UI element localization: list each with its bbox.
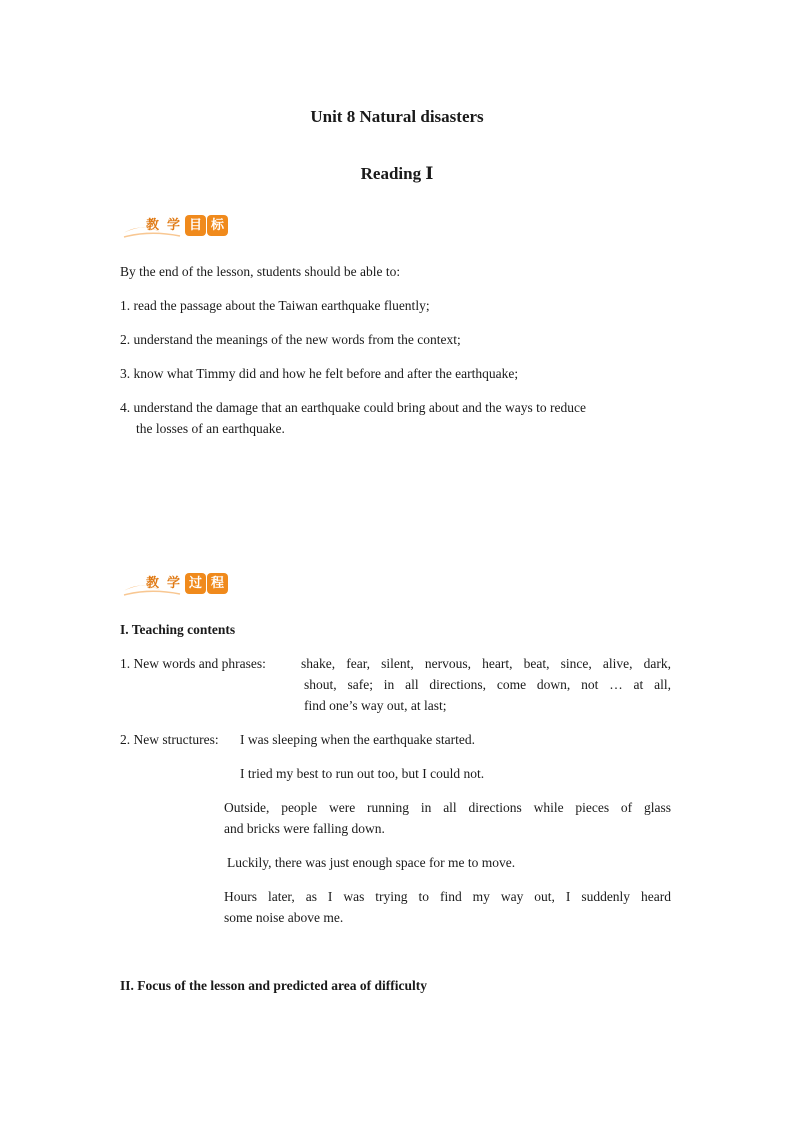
structure-sentence: Outside, people were running in all directions while pieces of glass: [224, 800, 671, 815]
objectives-intro: By the end of the lesson, students should be able to:: [120, 264, 401, 279]
badge-char: 目: [185, 215, 206, 236]
badge-char: 教: [145, 576, 159, 591]
document-title: Unit 8 Natural disasters: [310, 107, 484, 126]
objective-item: 2. understand the meanings of the new words from the context;: [120, 332, 461, 347]
new-words-line: find one’s way out, at last;: [304, 698, 447, 713]
new-words-label: 1. New words and phrases:: [120, 656, 266, 671]
objective-item: 1. read the passage about the Taiwan earthquake fluently;: [120, 298, 430, 313]
objective-item: 3. know what Timmy did and how he felt before and after the earthquake;: [120, 366, 519, 381]
badge-char: 学: [166, 576, 180, 591]
new-words-line: shake, fear, silent, nervous, heart, beat, since, alive, dark,: [301, 656, 671, 671]
objective-item: 4. understand the damage that an earthquake could bring about and the ways to reduce: [120, 400, 586, 415]
new-structures-label: 2. New structures:: [120, 732, 219, 747]
objectives-badge-label: [142, 215, 228, 236]
document-subtitle: Reading Ⅰ: [360, 164, 434, 183]
structure-sentence: Luckily, there was just enough space for me to move.: [227, 855, 516, 870]
objective-item-continuation: the losses of an earthquake.: [136, 421, 285, 436]
structure-sentence-continuation: and bricks were falling down.: [224, 821, 385, 836]
badge-char: 学: [166, 218, 180, 233]
structure-sentence: I was sleeping when the earthquake started.: [240, 732, 476, 747]
badge-char: 标: [207, 215, 228, 236]
structure-sentence: Hours later, as I was trying to find my way out, I suddenly heard: [224, 889, 671, 904]
new-words-line: shout, safe; in all directions, come down, not … at all,: [304, 677, 671, 692]
structure-sentence-continuation: some noise above me.: [224, 910, 344, 925]
section-heading-focus: II. Focus of the lesson and predicted area of difficulty: [120, 978, 427, 993]
objectives-badge: [120, 212, 230, 240]
process-badge: [120, 570, 230, 598]
badge-char: 教: [145, 218, 159, 233]
section-heading-teaching-contents: I. Teaching contents: [120, 622, 236, 637]
structure-sentence: I tried my best to run out too, but I could not.: [240, 766, 485, 781]
process-badge-label: [142, 573, 228, 594]
badge-char: 程: [207, 573, 228, 594]
badge-char: 过: [185, 573, 206, 594]
